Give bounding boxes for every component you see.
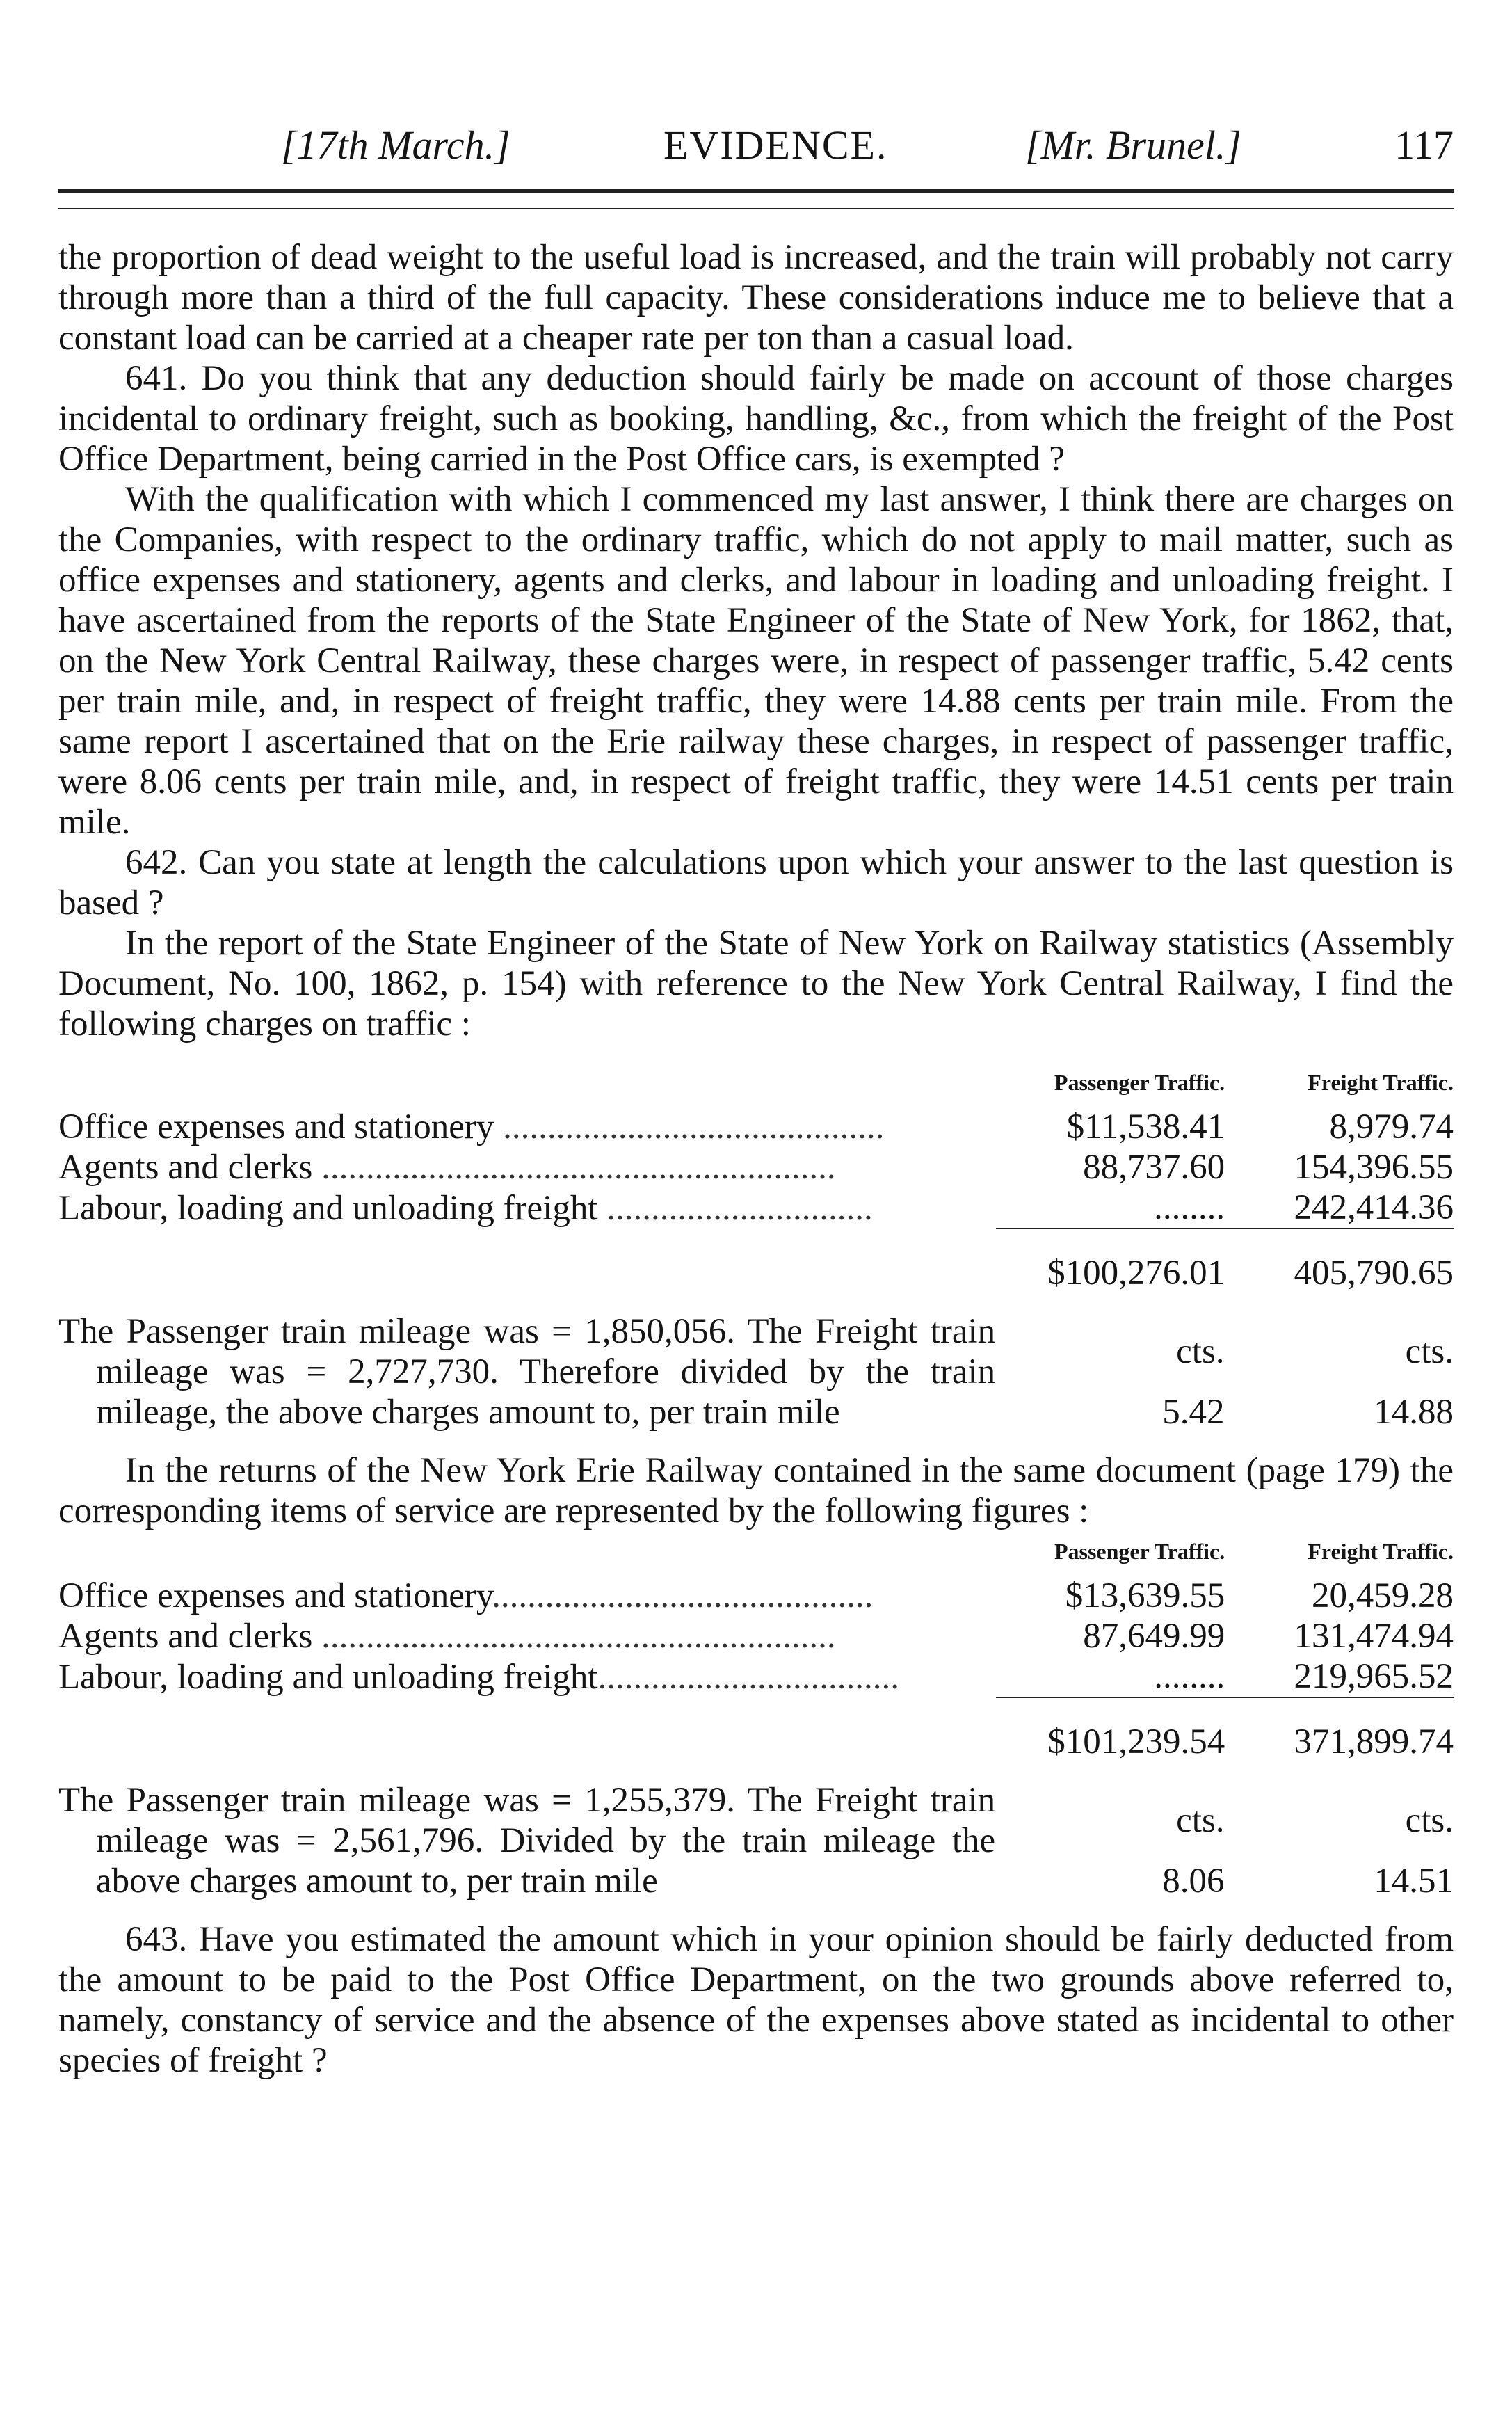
table-header-row xyxy=(58,1531,1454,1576)
erie-mileage xyxy=(58,1780,1454,1901)
ny-central-mileage xyxy=(58,1311,1454,1432)
total-row xyxy=(58,1697,1454,1762)
question-641: 641. Do you think that any deduction should fairly be made on account of those charges incidental to ordinary freight, such as booking, handling, &c., from which the freight of the Post Office Department, being carried in the Post Office cars, is exempted ? xyxy=(58,359,1454,479)
row-label: Agents and clerks xyxy=(58,1617,313,1656)
paragraph-continuation: the proportion of dead weight to the useful load is increased, and the train will probably not carry through more than a third of the full capacity. These considerations induce me to believe that a constant load can be carried at a cheaper rate per ton than a casual load. xyxy=(58,238,1454,358)
passenger-value: ........ xyxy=(1154,1657,1225,1696)
row-label: Office expenses and stationery xyxy=(58,1107,494,1146)
table-row: Agents and clerks .......................................................... 87,649.99 131,474.94 xyxy=(58,1617,1454,1656)
freight-value: 219,965.52 xyxy=(1294,1657,1454,1696)
mileage-text: The Passenger train mileage was = 1,850,056. The Freight train mileage was = 2,727,730. Therefore divided by the train mileage, the above charges amount to, per train mile xyxy=(58,1312,996,1432)
freight-value: 154,396.55 xyxy=(1294,1148,1454,1187)
ny-central-charges-table xyxy=(58,1062,1454,1293)
total-freight: 405,790.65 xyxy=(1225,1229,1454,1293)
header-date: [17th March.] xyxy=(281,122,510,168)
rate-freight: 14.88 xyxy=(1374,1393,1454,1432)
row-label: Labour, loading and unloading freight xyxy=(58,1189,598,1228)
answer-641: With the qualification with which I commenced my last answer, I think there are charges on the Companies, with respect to the ordinary traffic, which do not apply to mail matter, such as office expenses and stationery, agents and clerks, and labour in loading and unloading freight. I have ascertained from the reports of the State Engineer of the State of New York, for 1862, that, on the New York Central Railway, these charges were, in respect of passenger traffic, 5.42 cents per train mile, and, in respect of freight traffic, they were 14.88 cents per train mile. From the same report I ascertained that on the Erie railway these charges, in respect of passenger traffic, were 8.06 cents per train mile, and, in respect of freight traffic, they were 14.51 cents per train mile. xyxy=(58,480,1454,842)
table-row: Office expenses and stationery ........................................... $11,538.41 8,979.74 xyxy=(58,1107,1454,1146)
answer-642: In the report of the State Engineer of the State of New York on Railway statistics (Assembly Document, No. 100, 1862, p. 154) with reference to the New York Central Railway, I find the following charges on traffic : xyxy=(58,924,1454,1043)
passenger-value: $11,538.41 xyxy=(1066,1107,1225,1146)
table-row: Labour, loading and unloading freight.................................. ........ 219,965.52 xyxy=(58,1657,1454,1697)
col-freight-header: Freight Traffic. xyxy=(1308,1539,1454,1564)
total-row xyxy=(58,1229,1454,1293)
table-row: Labour, loading and unloading freight .............................. ........ 242,414.36 xyxy=(58,1188,1454,1228)
freight-value: 242,414.36 xyxy=(1294,1188,1454,1227)
total-passenger: $101,239.54 xyxy=(996,1697,1225,1762)
question-642: 642. Can you state at length the calculations upon which your answer to the last question is based ? xyxy=(58,843,1454,922)
page-number: 117 xyxy=(1394,122,1454,168)
mileage-text: The Passenger train mileage was = 1,255,379. The Freight train mileage was = 2,561,796. Divided by the train mileage the above charges amount to, per train mile xyxy=(58,1781,996,1901)
header-witness: [Mr. Brunel.] xyxy=(1025,122,1241,168)
header-title: EVIDENCE. xyxy=(663,122,888,168)
question-643: 643. Have you estimated the amount which in your opinion should be fairly deducted from the amount to be paid to the Post Office Department, on the two grounds above referred to, namely, constancy of service and the absence of the expenses above stated as incidental to other species of freight ? xyxy=(58,1920,1454,2080)
table-row: Office expenses and stationery........................................... $13,639.55 20,459.28 xyxy=(58,1576,1454,1615)
col-freight-header: Freight Traffic. xyxy=(1308,1070,1454,1095)
rate-freight: 14.51 xyxy=(1374,1862,1454,1901)
erie-charges-table xyxy=(58,1531,1454,1762)
table-header-row xyxy=(58,1062,1454,1107)
erie-intro: In the returns of the New York Erie Railway contained in the same document (page 179) the corresponding items of service are represented by the following figures : xyxy=(58,1451,1454,1530)
running-header xyxy=(58,104,1454,168)
row-label: Agents and clerks xyxy=(58,1148,313,1187)
total-passenger: $100,276.01 xyxy=(996,1229,1225,1293)
passenger-value: $13,639.55 xyxy=(1065,1576,1225,1615)
freight-value: 20,459.28 xyxy=(1312,1576,1454,1615)
unit-freight: cts. xyxy=(1405,1801,1454,1840)
freight-value: 8,979.74 xyxy=(1329,1107,1454,1146)
table-row: Agents and clerks .......................................................... 88,737.60 154,396.55 xyxy=(58,1148,1454,1187)
unit-freight: cts. xyxy=(1405,1332,1454,1371)
rate-passenger: 8.06 xyxy=(1162,1862,1225,1901)
total-freight: 371,899.74 xyxy=(1225,1697,1454,1762)
unit-passenger: cts. xyxy=(1176,1332,1225,1371)
unit-passenger: cts. xyxy=(1176,1801,1225,1840)
rate-passenger: 5.42 xyxy=(1162,1393,1225,1432)
passenger-value: 88,737.60 xyxy=(1083,1148,1225,1187)
row-label: Office expenses and stationery xyxy=(58,1576,492,1615)
freight-value: 131,474.94 xyxy=(1294,1617,1454,1656)
row-label: Labour, loading and unloading freight xyxy=(58,1658,598,1697)
col-passenger-header: Passenger Traffic. xyxy=(1054,1539,1225,1564)
passenger-value: ........ xyxy=(1154,1188,1225,1227)
passenger-value: 87,649.99 xyxy=(1083,1617,1225,1656)
col-passenger-header: Passenger Traffic. xyxy=(1054,1070,1225,1095)
header-rule xyxy=(58,189,1454,209)
